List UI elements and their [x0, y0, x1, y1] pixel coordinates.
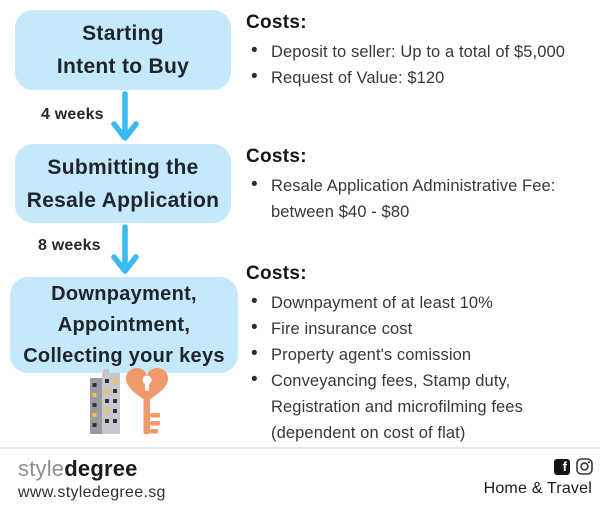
heart-key-icon	[122, 367, 172, 435]
facebook-icon[interactable]	[554, 459, 570, 475]
stage-title-line: Starting	[82, 22, 164, 45]
costs-heading: Costs:	[246, 12, 307, 33]
stage-box-downpayment-keys	[10, 277, 238, 373]
duration-label: 8 weeks	[38, 237, 101, 254]
brand-logo	[18, 456, 138, 482]
stage-title-line: Collecting your keys	[23, 344, 225, 367]
costs-heading: Costs:	[246, 146, 307, 167]
stage-title-line: Resale Application	[26, 188, 220, 212]
stage-title-line: Intent to Buy	[56, 55, 190, 78]
cost-item: • Deposit to seller: Up to a total of $5,000	[246, 39, 600, 65]
stage-title-line: Submitting the	[47, 155, 199, 179]
stage-title-line: Downpayment,	[51, 282, 197, 305]
stage-box-starting-intent	[15, 10, 231, 90]
instagram-icon[interactable]	[576, 458, 593, 475]
building-icon	[90, 369, 120, 434]
facebook-glyph: f	[562, 458, 567, 474]
duration-label: 4 weeks	[41, 106, 104, 123]
cost-item: • Conveyancing fees, Stamp duty, Registration and microfilming fees (dependent on cost of flat)	[246, 368, 600, 446]
down-arrow-icon	[105, 224, 145, 278]
cost-item: • Request of Value: $120	[246, 65, 600, 91]
down-arrow-icon	[105, 91, 145, 145]
costs-list	[246, 173, 600, 225]
cost-item: • Downpayment of at least 10%	[246, 290, 600, 316]
costs-heading: Costs:	[246, 263, 307, 284]
costs-section-2	[246, 146, 600, 225]
cost-item: • Resale Application Administrative Fee: between $40 - $80	[246, 173, 600, 225]
brand-logo-bold: degree	[64, 456, 138, 481]
brand-logo-light: style	[18, 456, 65, 481]
costs-section-1	[246, 12, 600, 91]
stage-box-resale-application	[15, 144, 231, 223]
website-url: www.styledegree.sg	[18, 484, 166, 501]
costs-list	[246, 39, 600, 91]
social-icons	[554, 458, 593, 475]
costs-list	[246, 290, 600, 446]
footer-divider	[0, 447, 600, 449]
costs-section-3	[246, 263, 600, 446]
stage-title-line: Appointment,	[57, 313, 191, 336]
cost-item: • Property agent's comission	[246, 342, 600, 368]
category-label: Home & Travel	[483, 480, 592, 497]
cost-item: • Fire insurance cost	[246, 316, 600, 342]
